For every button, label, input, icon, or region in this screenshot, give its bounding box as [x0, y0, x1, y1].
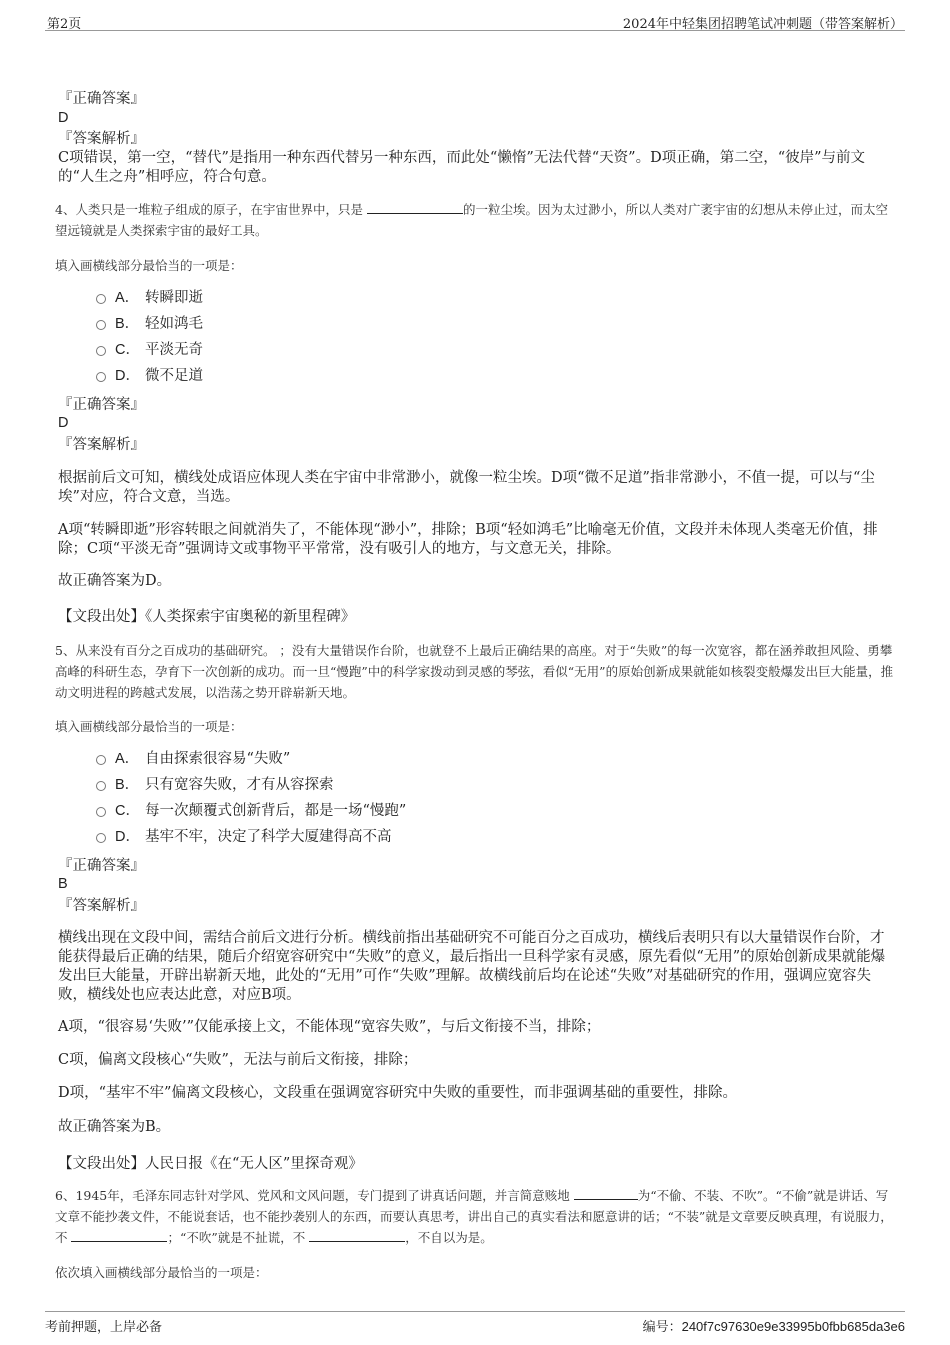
- option-a[interactable]: A． 自由探索很容易“失败”: [96, 749, 290, 769]
- radio-icon[interactable]: [96, 807, 106, 817]
- radio-icon[interactable]: [96, 372, 106, 382]
- page-header: [45, 10, 905, 31]
- option-c[interactable]: C． 每一次颠覆式创新背后，都是一场“慢跑”: [96, 801, 406, 821]
- document-title: 2024年中轻集团招聘笔试冲刺题（带答案解析）: [622, 17, 903, 32]
- analysis-label: 『答案解析』: [58, 131, 145, 147]
- question-5-stem: 5、从来没有百分之百成功的基础研究。 ；没有大量错误作台阶，也就登不上最后正确结果的高座。对于“失败”的每一次宽容，都在涵养敢担风险、勇攀高峰的科研生态，孕育下一次创新的成功。而一旦“慢跑”中的科学家拨动到灵感的琴弦，看似“无用”的原始创新成果就能如核裂变般爆发出巨大能量，推动文明进程的跨越式发展，以浩荡之势开辟崭新天地。: [55, 643, 894, 700]
- correct-answer-value: D: [58, 415, 69, 431]
- page-number: 第2页: [47, 17, 82, 32]
- option-a[interactable]: A． 转瞬即逝: [96, 288, 203, 308]
- radio-icon[interactable]: [96, 294, 106, 304]
- analysis-paragraph: C项，偏离文段核心“失败”，无法与前后文衔接，排除；: [58, 1052, 418, 1068]
- option-b[interactable]: B． 只有宽容失败，才有从容探索: [96, 775, 334, 795]
- analysis-paragraph: 故正确答案为D。: [58, 573, 172, 589]
- correct-answer-label: 『正确答案』: [58, 397, 145, 413]
- document-code: 编号：240f7c97630e9e33995b0fbb685da3e6: [642, 1319, 905, 1335]
- page-footer: [45, 1311, 905, 1336]
- analysis-paragraph: D项，“基牢不牢”偏离文段核心，文段重在强调宽容研究中失败的重要性，而非强调基础的重要性，排除。: [58, 1085, 737, 1101]
- answer-blank: [309, 1229, 405, 1242]
- radio-icon[interactable]: [96, 755, 106, 765]
- correct-answer-value: D: [58, 110, 69, 126]
- source-citation: 【文段出处】《人类探索宇宙奥秘的新里程碑》: [58, 609, 356, 625]
- option-c[interactable]: C． 平淡无奇: [96, 340, 203, 360]
- analysis-paragraph: A项，“很容易‘失败’”仅能承接上文，不能体现“宽容失败”，与后文衔接不当，排除；: [58, 1019, 601, 1035]
- analysis-label: 『答案解析』: [58, 898, 145, 914]
- question-5-prompt: 填入画横线部分最恰当的一项是：: [55, 719, 243, 734]
- question-4-stem: 4、人类只是一堆粒子组成的原子，在宇宙世界中，只是 的一粒尘埃。因为太过渺小，所以人类对广袤宇宙的幻想从未停止过，而太空望远镜就是人类探索宇宙的最好工具。: [55, 202, 888, 238]
- radio-icon[interactable]: [96, 781, 106, 791]
- radio-icon[interactable]: [96, 320, 106, 330]
- analysis-text: C项错误，第一空，“替代”是指用一种东西代替另一种东西，而此处“懒惰”无法代替“天资”。D项正确，第二空，“彼岸”与前文的“人生之舟”相呼应，符合句意。: [58, 150, 866, 185]
- analysis-paragraph: 根据前后文可知，横线处成语应体现人类在宇宙中非常渺小，就像一粒尘埃。D项“微不足道”指非常渺小，不值一提，可以与“尘埃”对应，符合文意，当选。: [58, 470, 875, 505]
- question-4-prompt: 填入画横线部分最恰当的一项是：: [55, 258, 243, 273]
- radio-icon[interactable]: [96, 346, 106, 356]
- source-citation: 【文段出处】人民日报《在“无人区”里探奇观》: [58, 1156, 363, 1172]
- option-b[interactable]: B． 轻如鸿毛: [96, 314, 203, 334]
- question-6-prompt: 依次填入画横线部分最恰当的一项是：: [55, 1265, 268, 1280]
- answer-blank: [574, 1187, 638, 1200]
- option-d[interactable]: D． 微不足道: [96, 366, 203, 386]
- answer-blank: [367, 201, 463, 214]
- analysis-paragraph: 横线出现在文段中间，需结合前后文进行分析。横线前指出基础研究不可能百分之百成功，横线后表明只有以大量错误作台阶，才能获得最后正确的结果，随后介绍宽容研究中“失败”的意义，最后指出一旦科学家有灵感，原先看似“无用”的原始创新成果就能爆发出巨大能量，开辟出崭新天地，此处的“无用”可作“失败”理解。故横线前后均在论述“失败”对基础研究的作用，强调应宽容失败，横线处也应表达此意，对应B项。: [58, 930, 886, 1003]
- analysis-paragraph: A项“转瞬即逝”形容转眼之间就消失了，不能体现“渺小”，排除；B项“轻如鸿毛”比喻毫无价值，文段并未体现人类毫无价值，排除；C项“平淡无奇”强调诗文或事物平平常常，没有吸引人的地方，与文意无关，排除。: [58, 522, 878, 557]
- correct-answer-value: B: [58, 876, 68, 892]
- footer-slogan: 考前押题，上岸必备: [45, 1320, 163, 1335]
- radio-icon[interactable]: [96, 833, 106, 843]
- correct-answer-label: 『正确答案』: [58, 858, 145, 874]
- answer-blank: [71, 1229, 167, 1242]
- analysis-label: 『答案解析』: [58, 437, 145, 453]
- option-d[interactable]: D． 基牢不牢，决定了科学大厦建得高不高: [96, 827, 392, 847]
- analysis-paragraph: 故正确答案为B。: [58, 1119, 171, 1135]
- question-6-stem: 6、1945年，毛泽东同志针对学风、党风和文风问题，专门提到了讲真话问题，并言简意赅地 为“不偷、不装、不吹”。“不偷”就是讲话、写文章不能抄袭文件，不能说套话，也不能抄袭别人的东西，而要认真思考，讲出自己的真实看法和愿意讲的话；“不装”就是文章要反映真理，有说服力，不 ；“不吹”就是不扯谎，不 ，不自以为是。: [55, 1188, 893, 1245]
- correct-answer-label: 『正确答案』: [58, 91, 145, 107]
